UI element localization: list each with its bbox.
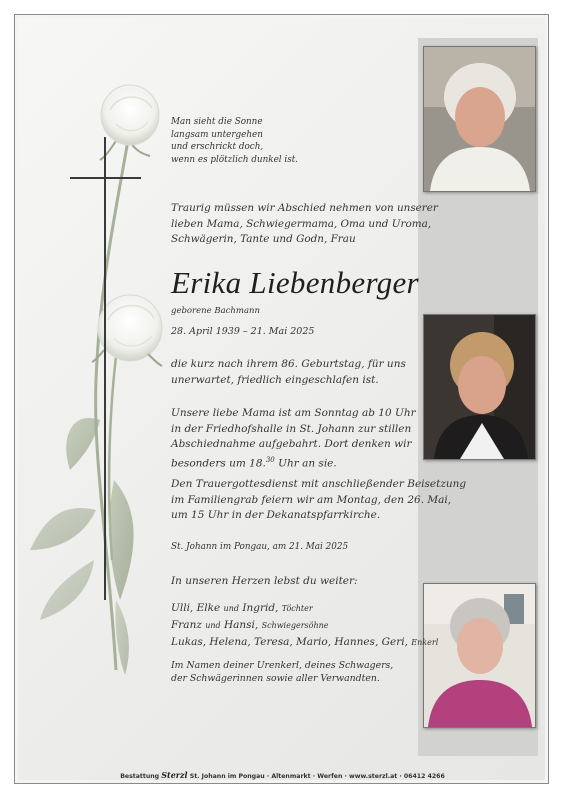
paragraph-line: Abschiednahme aufgebahrt. Dort denken wir [171,438,412,450]
closing-line: Im Namen deiner Urenkerl, deines Schwagers, [171,660,394,671]
intro-line: Schwägerin, Tante und Godn, Frau [171,233,356,245]
family-role: Enkerl [411,638,439,647]
paragraph-line: in der Friedhofshalle in St. Johann zur stillen [171,422,412,435]
poem-line: langsam untergehen [171,129,263,140]
poem-line: und erschrickt doch, [171,142,264,152]
family-names: Ingrid, [242,602,279,614]
cross-horizontal-bar [70,177,141,179]
footer-contact: St. Johann im Pongau · Altenmarkt · Werfen · www.sterzl.at · 06412 4266 [189,773,445,780]
family-role: Schwiegersöhne [261,621,329,630]
paragraph-line: Den Trauergottesdienst mit anschließender Beisetzung [171,478,467,490]
paragraph-line [171,453,416,472]
family-names: Franz [171,619,202,631]
family-row [171,617,438,634]
intro-line: lieben Mama, Schwiegermama, Oma und Uroma, [171,217,432,230]
paragraph-line: Unsere liebe Mama ist am Sonntag ab 10 Uhr [171,407,416,419]
family-conjunction: und [205,621,221,630]
cross-vertical-bar [104,137,106,600]
poem [171,116,298,166]
closing-line: der Schwägerinnen sowie aller Verwandten. [171,673,380,684]
family-conjunction: und [223,604,239,613]
paragraph-line: unerwartet, friedlich eingeschlafen ist. [171,373,379,386]
family-row [171,634,438,651]
footer-prefix: Bestattung [120,773,160,780]
paragraph-line: die kurz nach ihrem 86. Geburtstag, für uns [171,358,406,370]
portrait-photo-1 [423,46,536,192]
poem-line: wenn es plötzlich dunkel ist. [171,154,299,165]
life-dates: 28. April 1939 – 21. Mai 2025 [171,326,315,337]
place-date: St. Johann im Pongau, am 21. Mai 2025 [171,542,349,552]
family-role: Töchter [281,604,313,613]
passing-paragraph [171,357,406,388]
intro-line: Traurig müssen wir Abschied nehmen von unserer [171,202,438,214]
footer [0,770,565,780]
poem-line: Man sieht die Sonne [171,117,263,127]
closing-text [171,659,393,685]
portrait-photo-3 [423,583,536,728]
viewing-paragraph [171,406,416,472]
heart-line: In unseren Herzen lebst du weiter: [171,575,358,587]
family-names: Ulli, Elke [171,602,221,614]
deceased-name: Erika Liebenberger [171,265,419,300]
family-row [171,600,438,617]
paragraph-line: im Familiengrab feiern wir am Montag, den 26. Mai, [171,493,452,506]
family-names: Lukas, Helena, Teresa, Mario, Hannes, Geri, [171,636,408,648]
family-names: Hansi, [223,619,259,631]
time-suffix: Uhr an sie. [274,457,337,469]
family-list [171,600,438,651]
funeral-home-logo: Sterzl [161,770,188,780]
time-prefix: besonders um 18. [171,457,266,469]
paragraph-line: um 15 Uhr in der Dekanatspfarrkirche. [171,509,381,521]
time-minutes: 30 [265,455,275,464]
portrait-photo-2 [423,314,536,460]
service-paragraph [171,477,466,524]
maiden-name: geborene Bachmann [171,306,260,316]
intro-text [171,201,438,248]
